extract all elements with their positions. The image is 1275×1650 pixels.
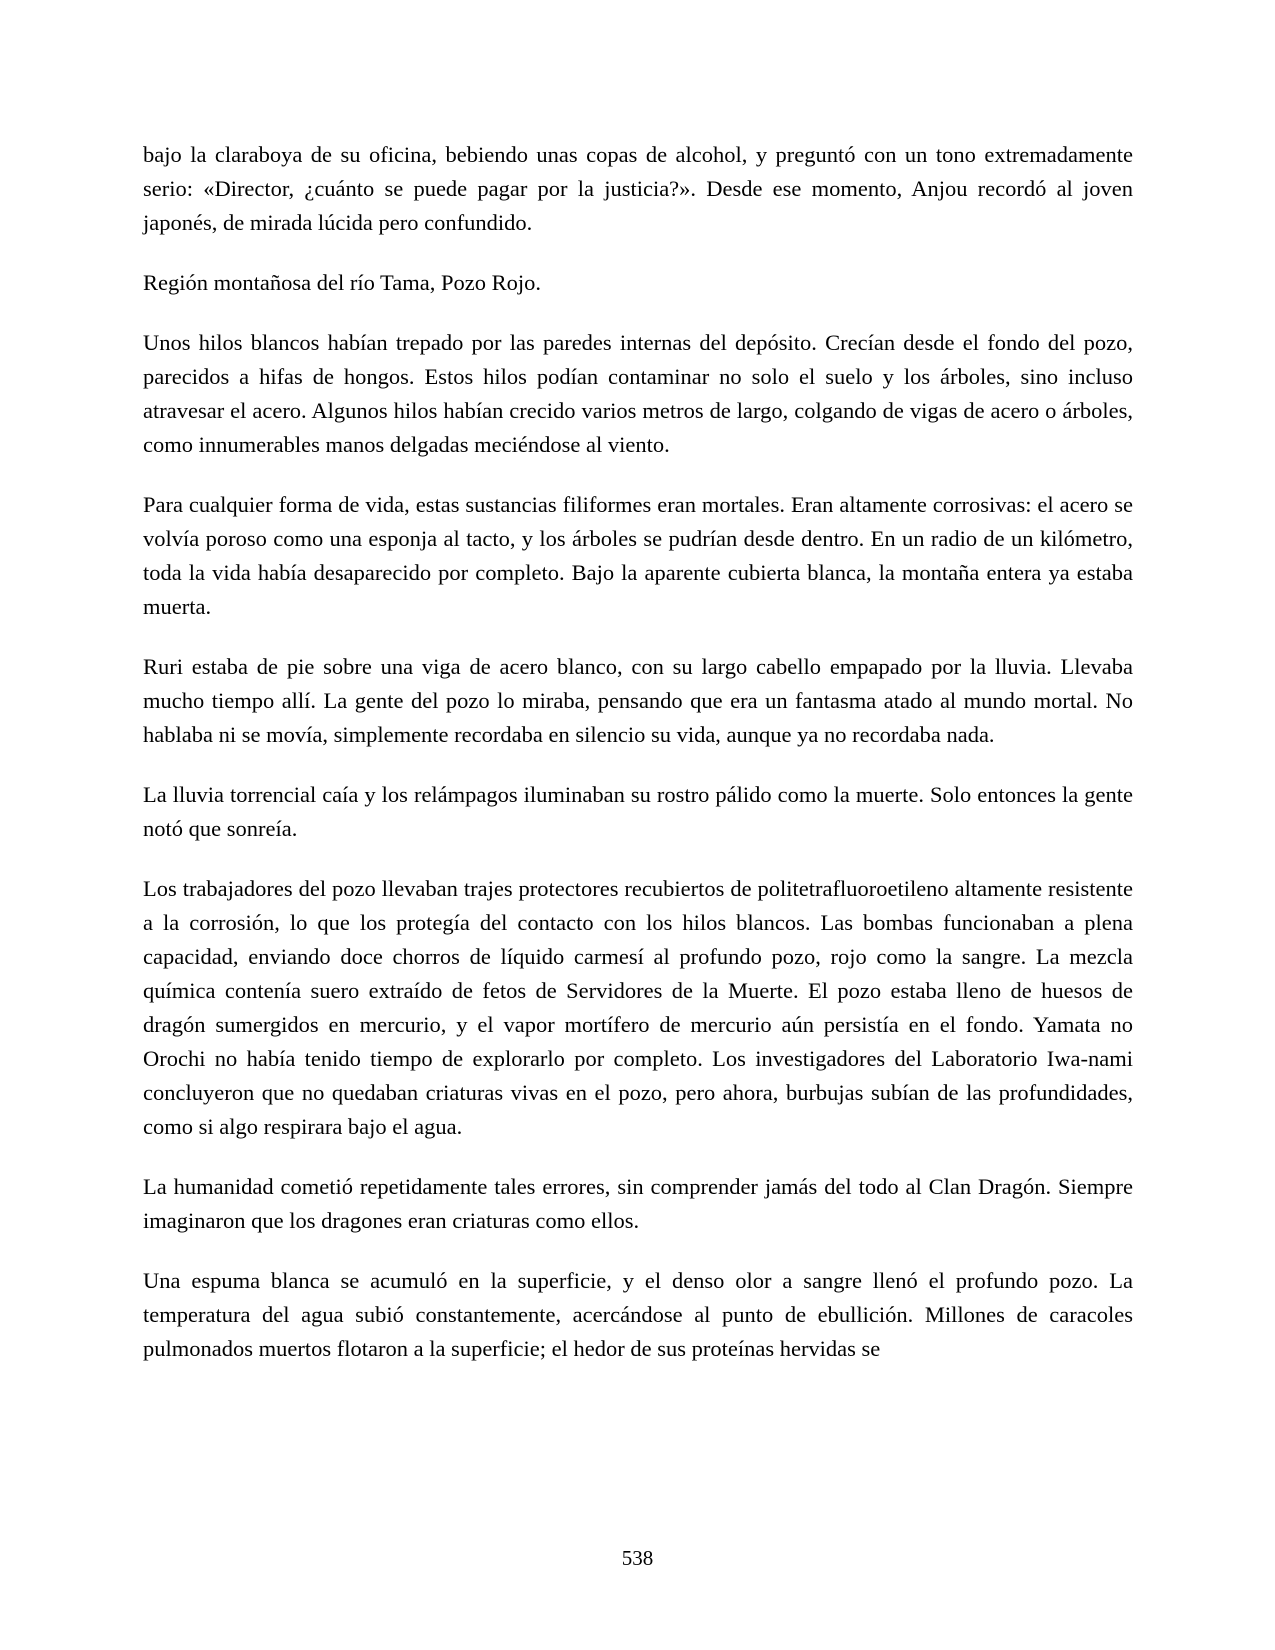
text-block (143, 138, 1133, 1392)
paragraph: Región montañosa del río Tama, Pozo Rojo. (143, 270, 541, 295)
paragraph: bajo la claraboya de su oficina, bebiendo unas copas de alcohol, y preguntó con un tono extremadamente serio: «Director, ¿cuánto se puede pagar por la justicia?». Desde ese momento, Anjou recordó al joven japonés, de mirada lúcida pero confundido. (143, 142, 1133, 235)
paragraph: La humanidad cometió repetidamente tales errores, sin comprender jamás del todo al Clan Dragón. Siempre imaginaron que los dragones eran criaturas como ellos. (143, 1174, 1133, 1233)
paragraph: La lluvia torrencial caía y los relámpagos iluminaban su rostro pálido como la muerte. Solo entonces la gente notó que sonreía. (143, 782, 1133, 841)
paragraph: Ruri estaba de pie sobre una viga de acero blanco, con su largo cabello empapado por la lluvia. Llevaba mucho tiempo allí. La gente del pozo lo miraba, pensando que era un fantasma atado al mundo mortal. No hablaba ni se movía, simplemente recordaba en silencio su vida, aunque ya no recordaba nada. (143, 654, 1133, 747)
paragraph: Los trabajadores del pozo llevaban trajes protectores recubiertos de politetrafluoroetileno altamente resistente a la corrosión, lo que los protegía del contacto con los hilos blancos. Las bombas funcionaban a plena capacidad, enviando doce chorros de líquido carmesí al profundo pozo, rojo como la sangre. La mezcla química contenía suero extraído de fetos de Servidores de la Muerte. El pozo estaba lleno de huesos de dragón sumergidos en mercurio, y el vapor mortífero de mercurio aún persistía en el fondo. Yamata no Orochi no había tenido tiempo de explorarlo por completo. Los investigadores del Laboratorio Iwa-nami concluyeron que no quedaban criaturas vivas en el pozo, pero ahora, burbujas subían de las profundidades, como si algo respirara bajo el agua. (143, 876, 1133, 1139)
paragraph: Unos hilos blancos habían trepado por las paredes internas del depósito. Crecían desde el fondo del pozo, parecidos a hifas de hongos. Estos hilos podían contaminar no solo el suelo y los árboles, sino incluso atravesar el acero. Algunos hilos habían crecido varios metros de largo, colgando de vigas de acero o árboles, como innumerables manos delgadas meciéndose al viento. (143, 330, 1133, 457)
paragraph: Una espuma blanca se acumuló en la superficie, y el denso olor a sangre llenó el profundo pozo. La temperatura del agua subió constantemente, acercándose al punto de ebullición. Millones de caracoles pulmonados muertos flotaron a la superficie; el hedor de sus proteínas hervidas se (143, 1268, 1133, 1361)
page-number: 538 (621, 1546, 654, 1570)
paragraph: Para cualquier forma de vida, estas sustancias filiformes eran mortales. Eran altamente corrosivas: el acero se volvía poroso como una esponja al tacto, y los árboles se pudrían desde dentro. En un radio de un kilómetro, toda la vida había desaparecido por completo. Bajo la aparente cubierta blanca, la montaña entera ya estaba muerta. (143, 492, 1133, 619)
